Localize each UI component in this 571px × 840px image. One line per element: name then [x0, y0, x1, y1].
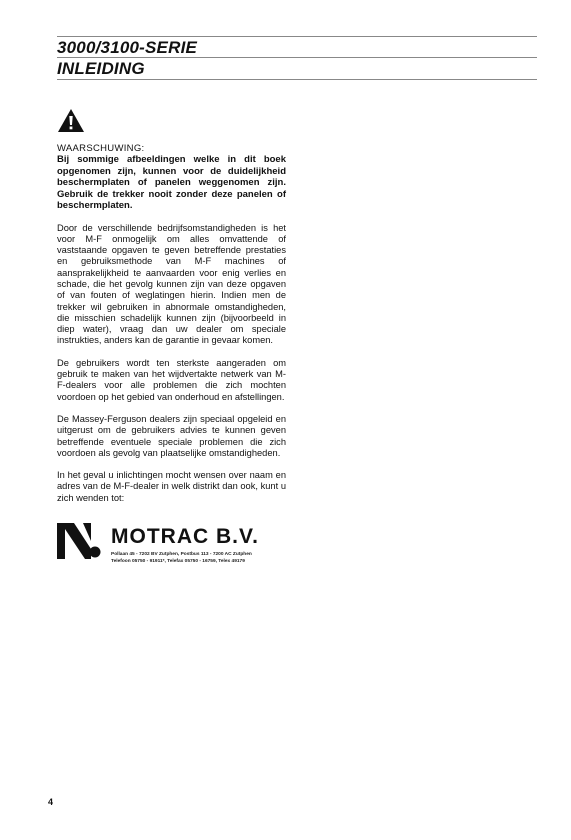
motrac-address	[111, 552, 291, 565]
paragraph-conditions: Door de verschillende bedrijfsomstandigheden is het voor M-F onmogelijk om alles omvattende of vaststaande opgaven te geven betreffende prestaties en gebruiksmethode van M-F machines of aansprakelijkheid te aanvaarden voor enig verlies en schade, die het gevolg kunnen zijn van deze opgaven of van fouten of weglatingen hierin. Indien men de trekker wil gebruiken in abnormale omstandigheden, die misschien schadelijk kunnen zijn (bijvoorbeeld in diep water), vraag dan uw dealer om speciale instrukties, anders kan de garantie in gevaar komen.	[57, 222, 286, 346]
warning-title: WAARSCHUWING:	[57, 143, 145, 154]
paragraph-contact: In het geval u inlichtingen mocht wensen over naam en adres van de M-F-dealer in welk distrikt dan ook, kunt u zich wenden tot:	[57, 470, 286, 503]
motrac-logo-icon	[57, 523, 101, 559]
header-rule-top	[57, 36, 537, 37]
series-title: 3000/3100-SERIE	[57, 38, 198, 57]
header-rule-bottom	[57, 79, 537, 80]
paragraph-dealer-training: De Massey-Ferguson dealers zijn speciaal opgeleid en uitgerust om de gebruikers advies te kunnen geven betreffende eventuele speciale problemen die zich voordoen als gevolg van plaatselijke omstandigheden.	[57, 413, 286, 458]
page-number: 4	[48, 797, 54, 807]
main-content	[57, 108, 286, 504]
paragraph-dealer-network: De gebruikers wordt ten sterkste aangeraden om gebruik te maken van het wijdvertakte netwerk van M-F-dealers voor alle problemen die zich mochten voordoen op het gebied van onderhoud en afstellingen.	[57, 357, 286, 402]
motrac-address-line2: Telefoon 05750 - 91911*, Telefax 05750 - 16759, Telex 49179	[111, 558, 245, 564]
warning-text: Bij sommige afbeeldingen welke in dit boek opgenomen zijn, kunnen voor de duidelijkheid beschermplaten of panelen weggenomen zijn. Gebruik de trekker nooit zonder deze panelen of beschermplaten.	[57, 154, 286, 211]
motrac-logo-block	[57, 523, 289, 573]
section-title: INLEIDING	[57, 59, 145, 78]
warning-triangle-icon	[57, 108, 85, 133]
motrac-address-line1: Pollaan 45 - 7202 BV Zutphen, Postbus 113 - 7200 AC Zutphen	[111, 552, 252, 557]
header-rule-middle	[57, 57, 537, 58]
motrac-logo-text: MOTRAC B.V.	[111, 525, 259, 548]
